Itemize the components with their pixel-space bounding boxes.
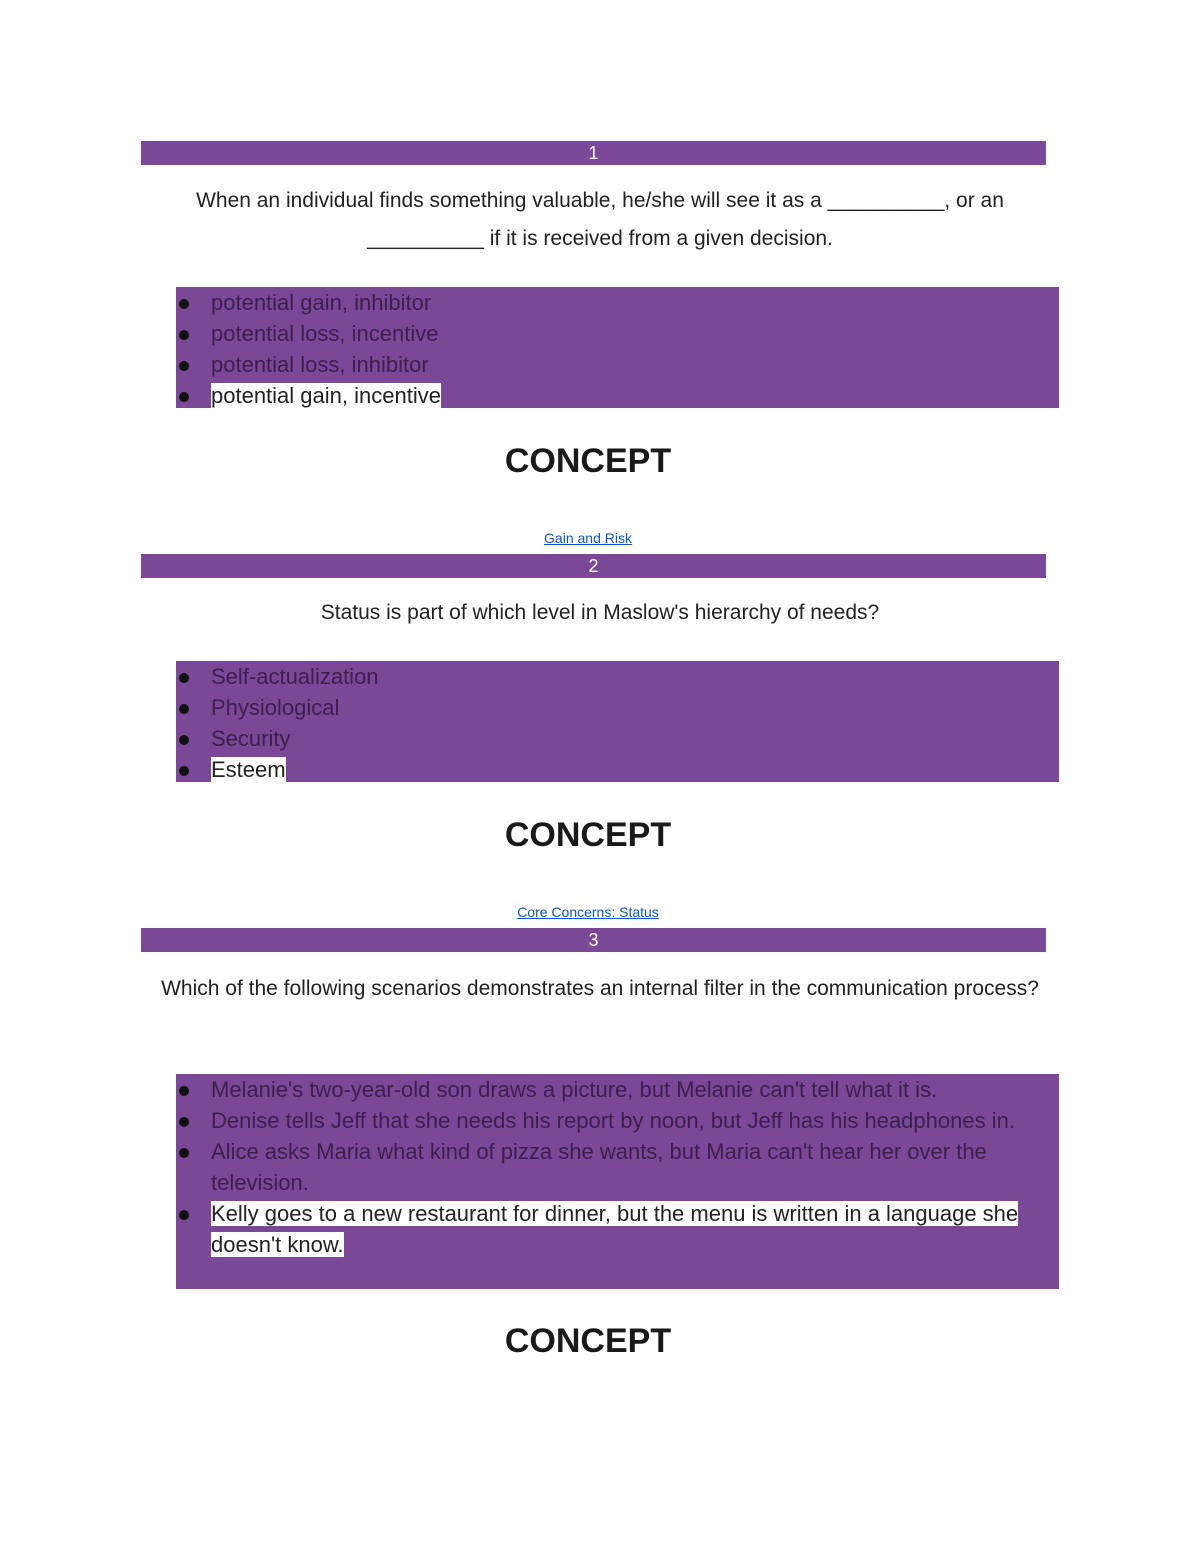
concept-link[interactable]: Gain and Risk xyxy=(544,530,632,546)
bullet-icon xyxy=(179,735,189,745)
concept-heading: CONCEPT xyxy=(504,1322,672,1360)
answer-option[interactable]: Self-actualization xyxy=(176,661,1059,692)
question-text: Status is part of which level in Maslow's hierarchy of needs? xyxy=(320,601,880,624)
bullet-icon xyxy=(179,1086,189,1096)
concept-heading: CONCEPT xyxy=(504,816,672,854)
bullet-icon xyxy=(179,361,189,371)
answer-option[interactable]: Security xyxy=(176,723,1059,754)
bullet-icon xyxy=(179,392,189,402)
answer-option-correct[interactable]: Kelly goes to a new restaurant for dinner, but the menu is written in a language she doesn't know. xyxy=(176,1198,1059,1260)
question-number-bar: 2 xyxy=(141,554,1046,578)
question-number-bar: 1 xyxy=(141,141,1046,165)
concept-link[interactable]: Core Concerns: Status xyxy=(517,904,659,920)
bullet-icon xyxy=(179,1210,189,1220)
answer-option[interactable]: potential loss, inhibitor xyxy=(176,349,1059,380)
bullet-icon xyxy=(179,673,189,683)
answer-option[interactable]: Physiological xyxy=(176,692,1059,723)
answer-option[interactable]: Alice asks Maria what kind of pizza she wants, but Maria can't hear her over the television. xyxy=(176,1136,1059,1198)
answer-options xyxy=(176,287,1059,408)
question-text: When an individual finds something valuable, he/she will see it as a __________, or an __________ if it is received from a given decision. xyxy=(196,189,1004,250)
bullet-icon xyxy=(179,299,189,309)
answer-option[interactable]: potential gain, inhibitor xyxy=(176,287,1059,318)
bullet-icon xyxy=(179,330,189,340)
bullet-icon xyxy=(179,1117,189,1127)
bullet-icon xyxy=(179,1148,189,1158)
answer-option[interactable]: potential loss, incentive xyxy=(176,318,1059,349)
answer-option-correct[interactable]: Esteem xyxy=(176,754,1059,785)
answer-option[interactable]: Melanie's two-year-old son draws a picture, but Melanie can't tell what it is. xyxy=(176,1074,1059,1105)
answer-option[interactable]: Denise tells Jeff that she needs his report by noon, but Jeff has his headphones in. xyxy=(176,1105,1059,1136)
concept-heading: CONCEPT xyxy=(504,442,672,480)
answer-option-correct[interactable]: potential gain, incentive xyxy=(176,380,1059,411)
bullet-icon xyxy=(179,766,189,776)
answer-options xyxy=(176,1074,1059,1289)
question-number-bar: 3 xyxy=(141,928,1046,952)
question-text: Which of the following scenarios demonstrates an internal filter in the communication process? xyxy=(161,977,1039,1000)
bullet-icon xyxy=(179,704,189,714)
answer-options xyxy=(176,661,1059,782)
